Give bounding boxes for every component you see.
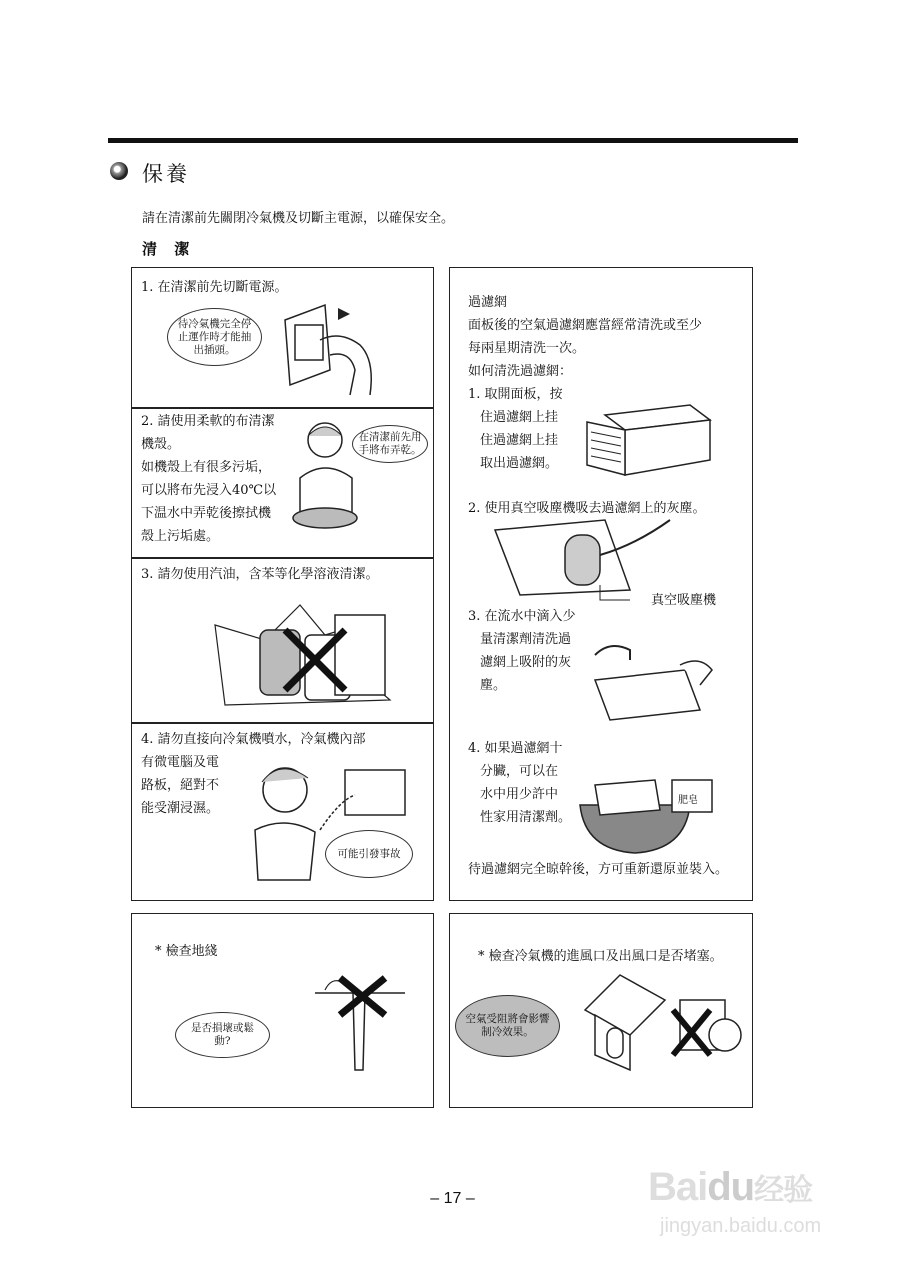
ground-wire-title: * 檢查地綫 xyxy=(155,944,218,959)
watermark-url: jingyan.baidu.com xyxy=(660,1215,822,1237)
basin-soap-icon xyxy=(580,775,720,855)
filter-step4-text: 4. 如果過濾網十 分臟，可以在 水中用少許中 性家用清潔劑。 xyxy=(468,741,572,825)
unplug-illustration-icon xyxy=(280,300,380,400)
ground-rod-icon xyxy=(315,975,405,1075)
section-bullet-icon xyxy=(110,162,128,180)
step4-bubble: 可能引發事故 xyxy=(325,830,413,878)
no-chemicals-illustration-icon xyxy=(215,600,390,710)
step2-text: 2. 請使用柔軟的布清潔 機殼。 如機殼上有很多污垢， 可以將布先浸入40℃以 下温水中弄乾後擦拭機 殼上污垢處。 xyxy=(141,414,277,544)
doghouse-blocked-vent-icon xyxy=(565,970,750,1075)
watermark-logo: Baidu经验 xyxy=(648,1165,813,1209)
person-washing-cloth-icon xyxy=(290,418,365,533)
vacuum-label: 真空吸塵機 xyxy=(651,593,717,608)
vent-check-title: * 檢查冷氣機的進風口及出風口是否堵塞。 xyxy=(478,949,723,964)
soap-label: 肥皂 xyxy=(678,795,698,806)
divider xyxy=(131,557,434,559)
divider xyxy=(131,722,434,724)
filter-step1-text: 1. 取開面板，按 住過濾網上挂 住過濾網上挂 取出過濾網。 xyxy=(468,387,563,471)
page-number: – 17 – xyxy=(430,1190,475,1207)
washing-filter-icon xyxy=(590,640,715,725)
air-conditioner-icon xyxy=(585,400,715,485)
vent-check-bubble: 空氣受阻將會影響 制冷效果。 xyxy=(455,995,560,1057)
ground-wire-bubble: 是否損壞或鬆 動? xyxy=(175,1012,270,1058)
section-subhead: 清 潔 xyxy=(142,240,196,258)
vacuum-filter-icon xyxy=(495,515,670,600)
filter-final-text: 待過濾網完全晾幹後，方可重新還原並裝入。 xyxy=(468,862,729,877)
divider xyxy=(131,407,434,409)
step2-bubble: 在清潔前先用 手將布弄乾。 xyxy=(352,425,428,463)
intro-text: 請在清潔前先關閉冷氣機及切斷主電源，以確保安全。 xyxy=(142,211,455,226)
page-title: 保養 xyxy=(142,162,190,186)
filter-step2-text: 2. 使用真空吸塵機吸去過濾網上的灰塵。 xyxy=(468,501,706,516)
step1-text: 1. 在清潔前先切斷電源。 xyxy=(141,280,288,295)
step1-bubble: 待冷氣機完全停 止運作時才能抽 出插頭。 xyxy=(167,308,262,366)
step3-text: 3. 請勿使用汽油，含苯等化學溶液清潔。 xyxy=(141,567,379,582)
filter-text: 過濾網 面板後的空氣過濾網應當經常清洗或至少 每兩星期清洗一次。 如何清洗過濾網： xyxy=(468,295,703,379)
top-rule xyxy=(108,138,798,143)
filter-step3-text: 3. 在流水中滴入少 量清潔劑清洗過 濾網上吸附的灰 塵。 xyxy=(468,609,576,693)
step4-text: 4. 請勿直接向冷氣機噴水，冷氣機內部 有微電腦及電 路板，絕對不 能受潮浸濕。 xyxy=(141,732,366,816)
